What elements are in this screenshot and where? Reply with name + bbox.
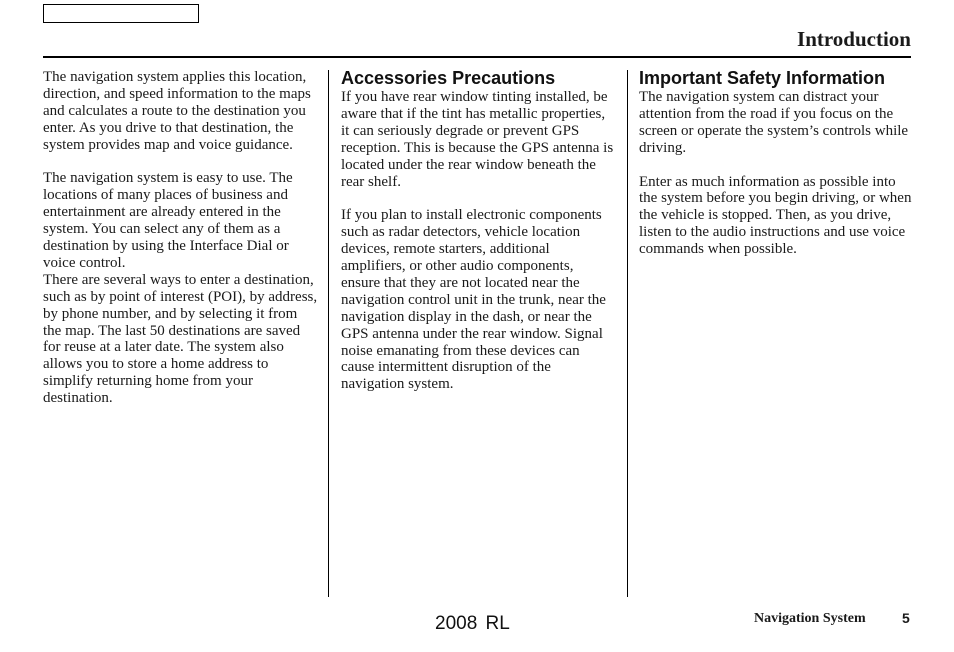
column-divider — [328, 70, 329, 597]
body-paragraph: The navigation system applies this location, direction, and speed information to the maps and calculates a route to the destination you enter. As you drive to that destination, the system provides map and voice guidance. — [43, 69, 311, 153]
header-rule — [43, 56, 911, 58]
section-tab-box — [43, 4, 199, 23]
column-introduction — [43, 69, 318, 407]
page-title: Introduction — [797, 27, 911, 51]
body-paragraph: If you plan to install electronic components such as radar detectors, vehicle location devices, remote starters, additional amplifiers, or other audio components, ensure that they are not located near the navigation control unit in the trunk, near the navigation display in the dash, or near the GPS antenna under the rear window. Signal noise emanating from these devices can cause intermittent disruption of the navigation system. — [341, 207, 606, 393]
footer-section-label: Navigation System — [754, 611, 866, 626]
column-divider — [627, 70, 628, 597]
column-safety-information — [639, 68, 914, 258]
body-paragraph: The navigation system can distract your attention from the road if you focus on the screen or operate the system’s controls while driving. — [639, 89, 909, 156]
column-accessories-precautions — [341, 68, 616, 393]
section-heading: Accessories Precautions — [341, 68, 556, 88]
body-paragraph: If you have rear window tinting installed, be aware that if the tint has metallic properties, it can seriously degrade or prevent GPS reception. This is because the GPS antenna is located under the rear window beneath the rear shelf. — [341, 89, 614, 190]
section-heading: Important Safety Information — [639, 68, 886, 88]
body-paragraph: There are several ways to enter a destination, such as by point of interest (POI), by address, by phone number, and by selecting it from the map. The last 50 destinations are saved for reuse at a later date. The system also allows you to store a home address to simplify returning home from your destination. — [43, 271, 318, 407]
body-paragraph: The navigation system is easy to use. The locations of many places of business and entertainment are already entered in the system. You can select any of them as a destination by using the Interface Dial or voice control. — [43, 170, 293, 271]
footer-model-label: 2008 RL — [435, 613, 510, 634]
body-paragraph: Enter as much information as possible into the system before you begin driving, or when the vehicle is stopped. Then, as you drive, listen to the audio instructions and use voice commands when possible. — [639, 173, 912, 258]
page-number: 5 — [902, 610, 910, 626]
